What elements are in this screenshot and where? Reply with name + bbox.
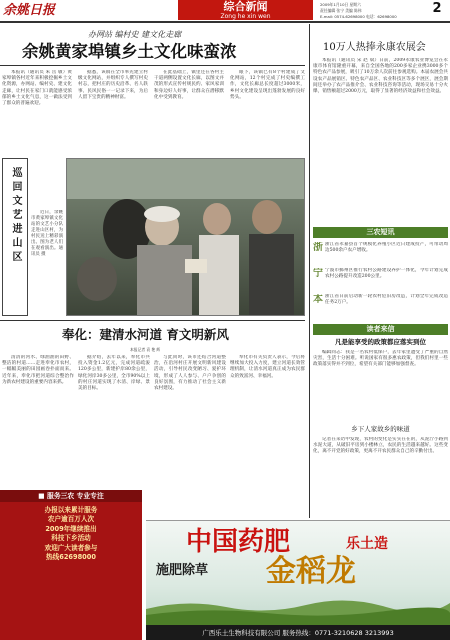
section-pinyin: Zong he xin wen bbox=[220, 13, 271, 20]
second-col-1: 清清的河水、绿油油的田野、整洁的村道……走进奉化市农村，一幅幅美丽的田园画卷扑面而来。近年来，奉化市把河道综合整治作为新农村建设的重要内容来抓。 bbox=[2, 355, 74, 385]
column-divider bbox=[309, 24, 310, 518]
masthead-rule bbox=[0, 21, 450, 23]
reply-body: 记者在采访中发现，农村的变化是实实在在的，从泥泞小路到水泥大道，从破旧平房到小楼林立，农民的生活越来越好。这些变化，离不开党的好政策，更离不开农民群众自己的辛勤付出。 bbox=[313, 437, 448, 455]
promo-line: 农户逾百万人次 bbox=[47, 515, 95, 524]
promo-line: 热线62698000 bbox=[46, 553, 96, 562]
photo-sidebar-label: 巡回文艺进山区 bbox=[10, 167, 21, 265]
editor-line: 责任编辑 张宁 美编 陈伟 bbox=[320, 8, 362, 13]
promo-line: 科技下乡活动 bbox=[51, 534, 91, 543]
ad-slogan: 施肥除草 bbox=[156, 563, 209, 578]
promo-line: 2009年继续推出 bbox=[45, 524, 97, 533]
lead-col-2: 据悉，该镇在全市率先建立村级文化网站，并组织专人撰写村史村志，把村庄的历史沿革、名人轶事、民风民俗一一记录下来，为后人留下宝贵的精神财富。 bbox=[78, 70, 148, 100]
letters-section-bar: 读者来信 bbox=[313, 324, 448, 335]
reply-title: 乡下人家故乡的味道 bbox=[351, 425, 410, 433]
section-banner bbox=[178, 0, 313, 20]
promo-line: 欢迎广大读者参与 bbox=[44, 543, 98, 552]
section-title: 综合新闻 bbox=[223, 0, 268, 13]
lead-kicker: 办网站 编村史 建文化走廊 bbox=[88, 30, 182, 39]
second-col-4: 奉化市有关负责人表示，今后将继续加大投入力度，建立河道长效管理机制，让清水河道真正成为农民群众的致富河、幸福河。 bbox=[230, 355, 305, 379]
promo-body bbox=[0, 502, 142, 566]
brief-item-1: 浙浙江省永嘉县首个规模化养殖小区近日建成投产，可带动周边500余户农户增收。 bbox=[313, 242, 448, 254]
promo-header: ■ 服务三农 专业专注 bbox=[0, 490, 142, 502]
letter-body: 编辑同志：我是一名农村低保户，去年家里遭受了严重的自然灾害，生活十分困难。听说国家有很多惠农政策，但我们村里一些政策落实得并不到位，希望有关部门能够加强督查。 bbox=[313, 350, 448, 368]
brief-item-2: 宁宁波市鄞州区推行农村公路建设养护一体化，今年计划完成农村公路提升改造200公里。 bbox=[313, 268, 448, 280]
lead-col-1: 本报讯（通讯员 朱 岳 敏）黄家埠镇各村近年来积极挖掘乡土文化资源，办网站、编村史、建文化走廊，让村民在家门口就能感受浓郁的乡土文化气息，这一做法受到了群众的普遍欢迎。 bbox=[2, 70, 72, 107]
photo-sidebar bbox=[2, 158, 28, 316]
promo-line: 办报以来累计服务 bbox=[44, 506, 98, 514]
brief-item-3: 本浙江省日前启动新一轮农村危旧房改造，计划全年完成改造任务2万户。 bbox=[313, 294, 448, 306]
second-col-3: 与此同时，该市还结合河道整治，在沿河村庄开展文明新风建设活动，引导村民改变陋习、爱护环境，形成了人人参与、户户争创的良好氛围，有力推动了社会主义新农村建设。 bbox=[154, 355, 226, 392]
news-photo bbox=[66, 158, 305, 316]
second-headline: 奉化：建清水河道 育文明新风 bbox=[62, 327, 229, 342]
lead-headline-rule bbox=[0, 65, 305, 66]
right-body: 本报讯（通讯员 宋 赵 斌）日前，2009永康农业博览会在永康市体育馆隆重开幕，来自全国各地的200多家企业携3000多个特色农产品参展，吸引了10万余人次前往参观选购。本届农展会共设农产品展销区、特色农产品区、农业科技区等多个展区，展会期间还举办了农产品推介会、农业科技咨询等活动，现场交易十分火爆，销售额超过2000万元，取得了显著的经济效益和社会效益。 bbox=[313, 58, 448, 95]
photo-caption: 近日，余姚市黄家埠镇文化站的文艺小分队走进山区村，为村民送上精彩演出。图为老人们在观看演出。通讯员 摄 bbox=[31, 210, 63, 257]
newspaper-logo: 余姚日报 bbox=[3, 3, 56, 18]
promo-box bbox=[0, 490, 142, 640]
page-number bbox=[427, 2, 447, 19]
ad-product: 金稻龙 bbox=[266, 554, 356, 589]
phone-line: E-mail: 0574-62698000 电话：62698000 bbox=[320, 14, 397, 19]
photo-illustration bbox=[67, 159, 305, 316]
ad-footer: 广西乐土生物科技有限公司 服务热线：0771-3210628 3213993 bbox=[146, 625, 450, 640]
fertilizer-ad bbox=[146, 520, 450, 640]
section-rule bbox=[0, 320, 305, 321]
page-number-value: 2 bbox=[432, 1, 442, 16]
second-col-2: 据介绍，去年以来，奉化市共投入资金1.2亿元，完成河道疏浚120多公里，新建护岸80余公里，绿化河岸30多公里，全市90%以上的村庄河道实现了水清、岸绿、景美的目标。 bbox=[78, 355, 150, 392]
second-byline: 本报记者 袁 艳 辉 bbox=[130, 347, 161, 352]
rice-field-illustration bbox=[146, 595, 450, 625]
ad-brand: 中国药肥 bbox=[186, 527, 291, 557]
ad-tagline: 乐土造 bbox=[346, 536, 388, 552]
lead-headline: 余姚黄家埠镇乡土文化味蛮浓 bbox=[22, 42, 237, 61]
lead-col-4: 眼下，该镇已有8个村建成了文化网站，12个村完成了村史编撰工作，文化长廊总长度超过3000米，乡村文化建设呈现出蓬勃发展的良好势头。 bbox=[230, 70, 305, 100]
lead-col-3: 在此基础上，镇里还在各村主干道两侧设置文化长廊，以图文并茂的形式宣传村规民约、家风家训和身边好人好事，让群众在潜移默化中受到教育。 bbox=[154, 70, 224, 100]
date-line: 2009年1月10日 星期六 bbox=[320, 2, 361, 7]
brief-section-bar: 三农短讯 bbox=[313, 227, 448, 238]
right-headline: 10万人热捧永康农展会 bbox=[323, 42, 426, 53]
letter-title: 凡是能享受的政策都应落实到位 bbox=[335, 338, 426, 346]
